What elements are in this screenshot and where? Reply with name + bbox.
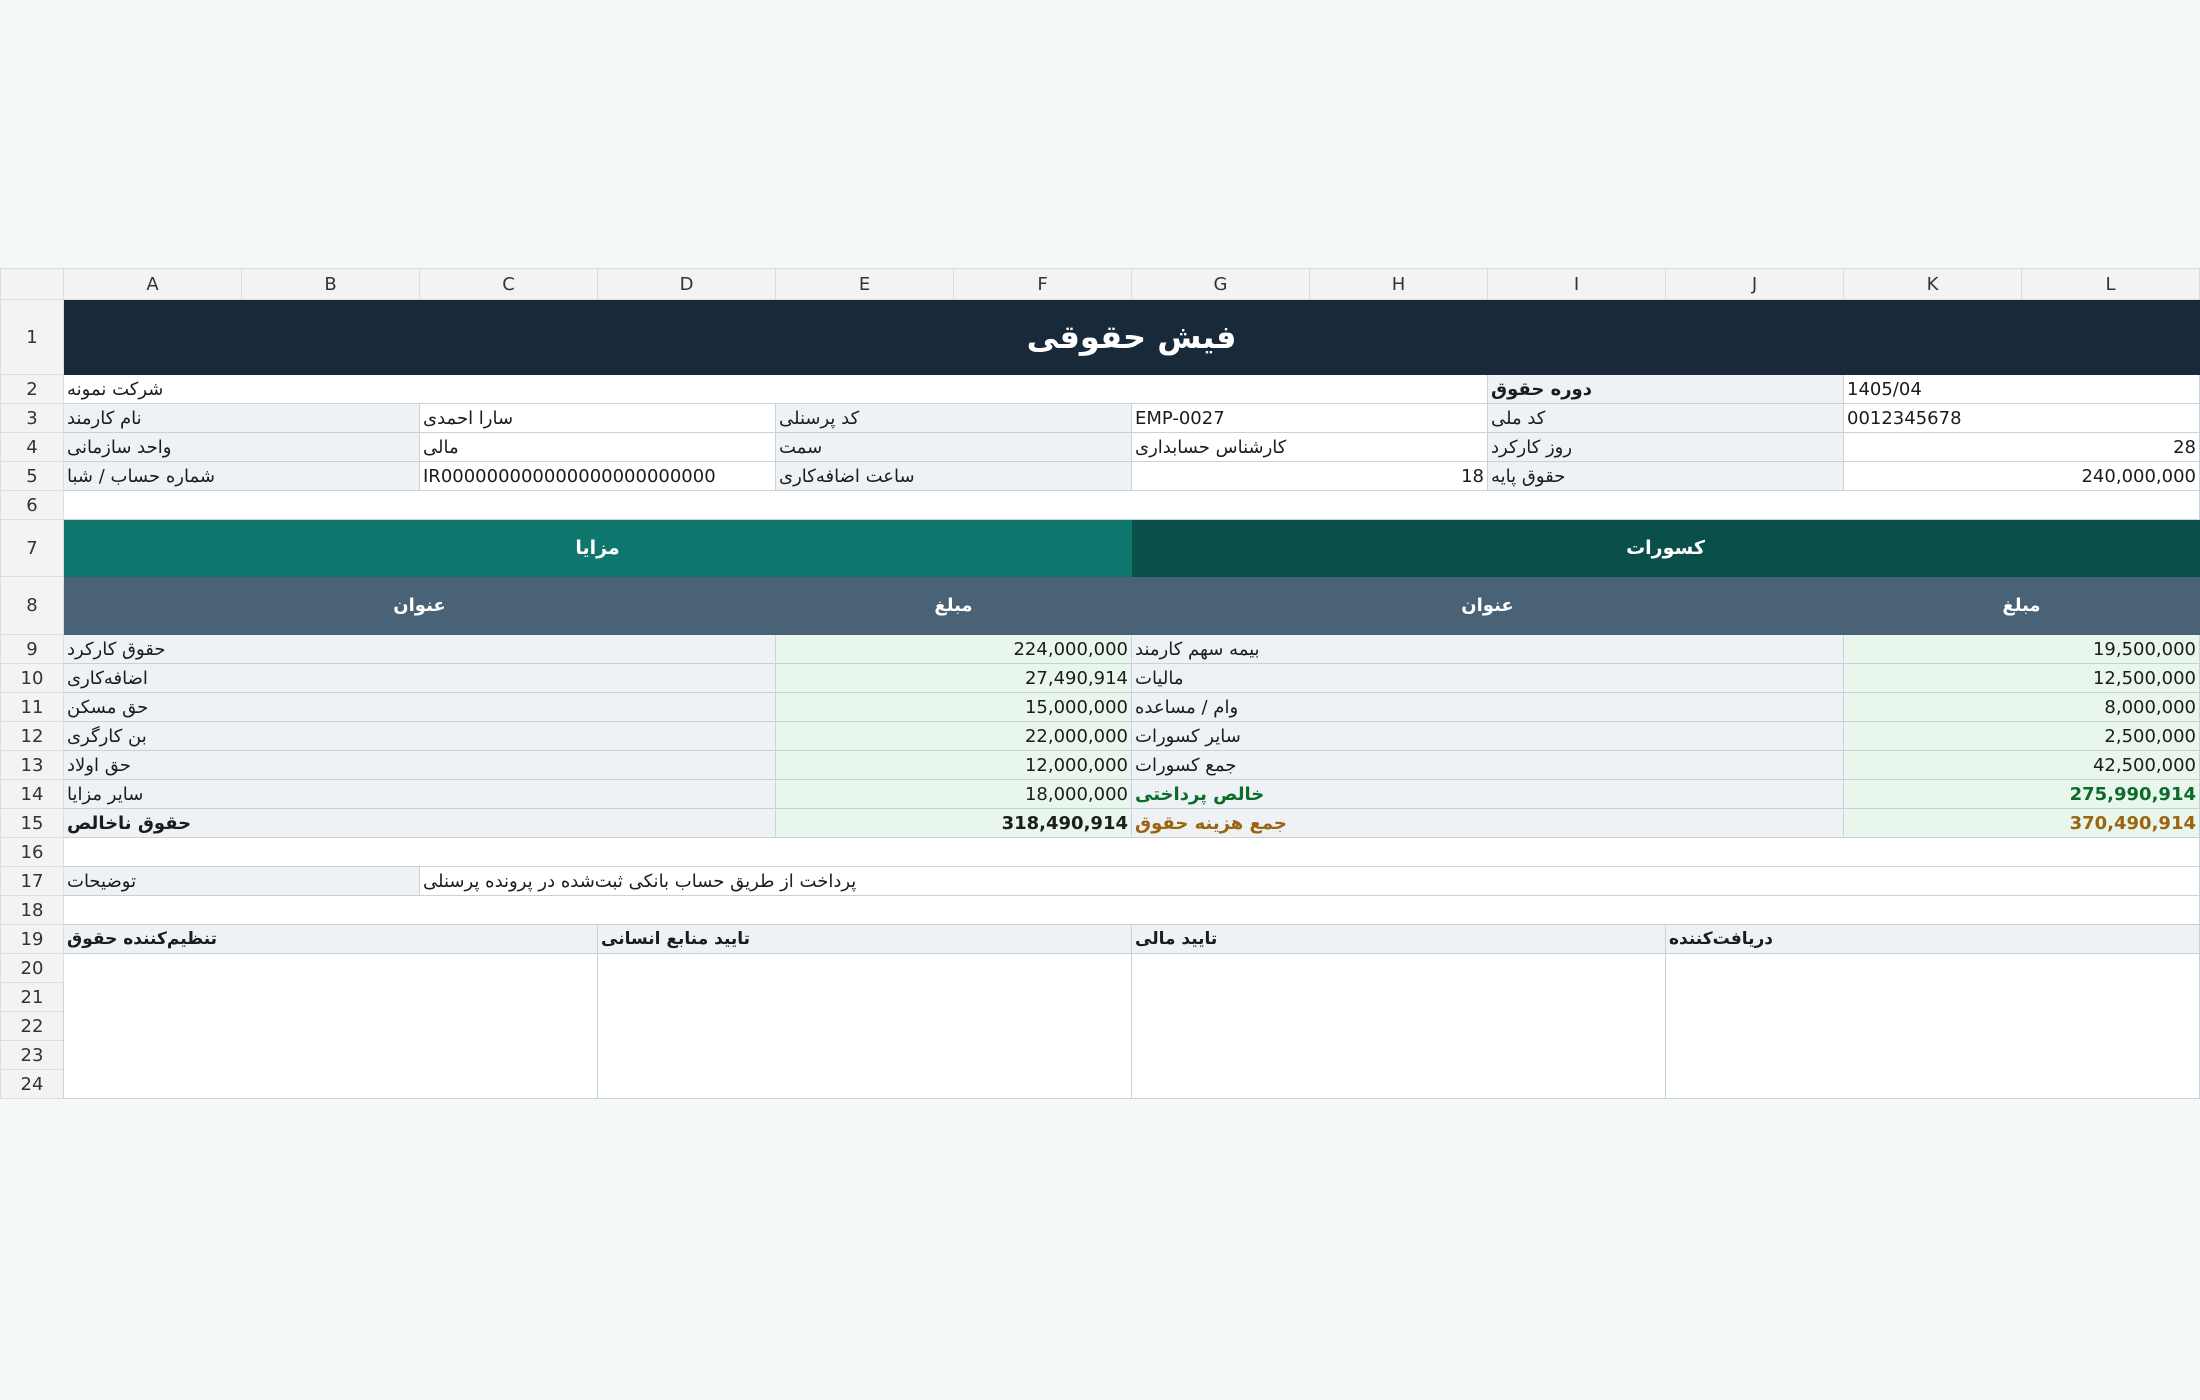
row-header-14[interactable]: 14 xyxy=(1,780,64,809)
column-header-k[interactable]: K xyxy=(1844,269,2022,300)
position-label[interactable]: سمت xyxy=(776,433,1132,462)
period-value[interactable]: 1405/04 xyxy=(1844,375,2200,404)
row-header-2[interactable]: 2 xyxy=(1,375,64,404)
deduction-item-title[interactable]: سایر کسورات xyxy=(1132,722,1844,751)
base-salary-label[interactable]: حقوق پایه xyxy=(1488,462,1844,491)
spacer-row[interactable] xyxy=(64,838,2200,867)
deduction-item-amount[interactable]: 2,500,000 xyxy=(1844,722,2200,751)
overtime-hours-label[interactable]: ساعت اضافه‌کاری xyxy=(776,462,1132,491)
signature-receiver-box[interactable] xyxy=(1666,954,2200,1099)
row-header-1[interactable]: 1 xyxy=(1,300,64,375)
employee-name-label[interactable]: نام کارمند xyxy=(64,404,420,433)
column-header-h[interactable]: H xyxy=(1310,269,1488,300)
row-header-20[interactable]: 20 xyxy=(1,954,64,983)
column-header-g[interactable]: G xyxy=(1132,269,1310,300)
row-header-21[interactable]: 21 xyxy=(1,983,64,1012)
total-cost-title[interactable]: جمع هزینه حقوق xyxy=(1132,809,1844,838)
deduction-item-amount[interactable]: 19,500,000 xyxy=(1844,635,2200,664)
column-header-a[interactable]: A xyxy=(64,269,242,300)
total-cost-amount[interactable]: 370,490,914 xyxy=(1844,809,2200,838)
signature-finance-box[interactable] xyxy=(1132,954,1666,1099)
benefit-item-amount[interactable]: 18,000,000 xyxy=(776,780,1132,809)
row-header-7[interactable]: 7 xyxy=(1,520,64,577)
benefit-item-amount[interactable]: 22,000,000 xyxy=(776,722,1132,751)
company-name[interactable]: شرکت نمونه xyxy=(64,375,1488,404)
net-pay-title[interactable]: خالص پرداختی xyxy=(1132,780,1844,809)
signature-hr-label[interactable]: تایید منابع انسانی xyxy=(598,925,1132,954)
benefit-item-amount[interactable]: 15,000,000 xyxy=(776,693,1132,722)
select-all-corner[interactable] xyxy=(1,269,64,300)
row-header-13[interactable]: 13 xyxy=(1,751,64,780)
benefit-item-title[interactable]: حق مسکن xyxy=(64,693,776,722)
national-id-value[interactable]: 0012345678 xyxy=(1844,404,2200,433)
workdays-label[interactable]: روز کارکرد xyxy=(1488,433,1844,462)
spacer-row[interactable] xyxy=(64,896,2200,925)
column-header-d[interactable]: D xyxy=(598,269,776,300)
position-value[interactable]: کارشناس حسابداری xyxy=(1132,433,1488,462)
employee-code-label[interactable]: کد پرسنلی xyxy=(776,404,1132,433)
net-pay-amount[interactable]: 275,990,914 xyxy=(1844,780,2200,809)
national-id-label[interactable]: کد ملی xyxy=(1488,404,1844,433)
deduction-item-title[interactable]: بیمه سهم کارمند xyxy=(1132,635,1844,664)
row-header-6[interactable]: 6 xyxy=(1,491,64,520)
unit-label[interactable]: واحد سازمانی xyxy=(64,433,420,462)
payslip-title[interactable]: فیش حقوقی xyxy=(64,300,2200,375)
row-header-16[interactable]: 16 xyxy=(1,838,64,867)
column-header-b[interactable]: B xyxy=(242,269,420,300)
benefit-item-title[interactable]: بن کارگری xyxy=(64,722,776,751)
row-header-10[interactable]: 10 xyxy=(1,664,64,693)
benefits-amount-column-header[interactable]: مبلغ xyxy=(776,577,1132,635)
column-header-i[interactable]: I xyxy=(1488,269,1666,300)
signature-receiver-label[interactable]: دریافت‌کننده xyxy=(1666,925,2200,954)
signature-finance-label[interactable]: تایید مالی xyxy=(1132,925,1666,954)
notes-value[interactable]: پرداخت از طریق حساب بانکی ثبت‌شده در پرونده پرسنلی xyxy=(420,867,2200,896)
row-header-19[interactable]: 19 xyxy=(1,925,64,954)
account-value[interactable]: IR000000000000000000000000 xyxy=(420,462,776,491)
signature-payroll-label[interactable]: تنظیم‌کننده حقوق xyxy=(64,925,598,954)
row-header-15[interactable]: 15 xyxy=(1,809,64,838)
column-header-row xyxy=(1,269,2200,300)
row-header-8[interactable]: 8 xyxy=(1,577,64,635)
row-header-17[interactable]: 17 xyxy=(1,867,64,896)
deductions-total-title[interactable]: جمع کسورات xyxy=(1132,751,1844,780)
gross-salary-title[interactable]: حقوق ناخالص xyxy=(64,809,776,838)
row-header-18[interactable]: 18 xyxy=(1,896,64,925)
deduction-item-amount[interactable]: 8,000,000 xyxy=(1844,693,2200,722)
benefit-item-amount[interactable]: 27,490,914 xyxy=(776,664,1132,693)
gross-salary-amount[interactable]: 318,490,914 xyxy=(776,809,1132,838)
row-header-12[interactable]: 12 xyxy=(1,722,64,751)
row-header-24[interactable]: 24 xyxy=(1,1070,64,1099)
column-header-l[interactable]: L xyxy=(2022,269,2200,300)
row-header-23[interactable]: 23 xyxy=(1,1041,64,1070)
row-header-5[interactable]: 5 xyxy=(1,462,64,491)
benefit-item-title[interactable]: حق اولاد xyxy=(64,751,776,780)
account-label[interactable]: شماره حساب / شبا xyxy=(64,462,420,491)
deductions-section-header[interactable]: کسورات xyxy=(1132,520,2200,577)
unit-value[interactable]: مالی xyxy=(420,433,776,462)
row-header-22[interactable]: 22 xyxy=(1,1012,64,1041)
payslip-sheet xyxy=(0,268,2200,1099)
base-salary-value[interactable]: 240,000,000 xyxy=(1844,462,2200,491)
notes-label[interactable]: توضیحات xyxy=(64,867,420,896)
row-header-9[interactable]: 9 xyxy=(1,635,64,664)
deductions-title-column-header[interactable]: عنوان xyxy=(1132,577,1844,635)
period-label[interactable]: دوره حقوق xyxy=(1488,375,1844,404)
signature-payroll-box[interactable] xyxy=(64,954,598,1099)
signature-hr-box[interactable] xyxy=(598,954,1132,1099)
deduction-item-title[interactable]: مالیات xyxy=(1132,664,1844,693)
deductions-total-amount[interactable]: 42,500,000 xyxy=(1844,751,2200,780)
benefits-title-column-header[interactable]: عنوان xyxy=(64,577,776,635)
overtime-hours-value[interactable]: 18 xyxy=(1132,462,1488,491)
row-header-11[interactable]: 11 xyxy=(1,693,64,722)
benefit-item-amount[interactable]: 224,000,000 xyxy=(776,635,1132,664)
spacer-row[interactable] xyxy=(64,491,2200,520)
column-header-j[interactable]: J xyxy=(1666,269,1844,300)
deductions-amount-column-header[interactable]: مبلغ xyxy=(1844,577,2200,635)
benefit-item-title[interactable]: اضافه‌کاری xyxy=(64,664,776,693)
employee-code-value[interactable]: EMP-0027 xyxy=(1132,404,1488,433)
workdays-value[interactable]: 28 xyxy=(1844,433,2200,462)
benefit-item-title[interactable]: سایر مزایا xyxy=(64,780,776,809)
column-header-c[interactable]: C xyxy=(420,269,598,300)
deduction-item-title[interactable]: وام / مساعده xyxy=(1132,693,1844,722)
benefit-item-amount[interactable]: 12,000,000 xyxy=(776,751,1132,780)
column-header-f[interactable]: F xyxy=(954,269,1132,300)
employee-name-value[interactable]: سارا احمدی xyxy=(420,404,776,433)
benefit-item-title[interactable]: حقوق کارکرد xyxy=(64,635,776,664)
deduction-item-amount[interactable]: 12,500,000 xyxy=(1844,664,2200,693)
benefits-section-header[interactable]: مزایا xyxy=(64,520,1132,577)
row-header-3[interactable]: 3 xyxy=(1,404,64,433)
column-header-e[interactable]: E xyxy=(776,269,954,300)
row-header-4[interactable]: 4 xyxy=(1,433,64,462)
